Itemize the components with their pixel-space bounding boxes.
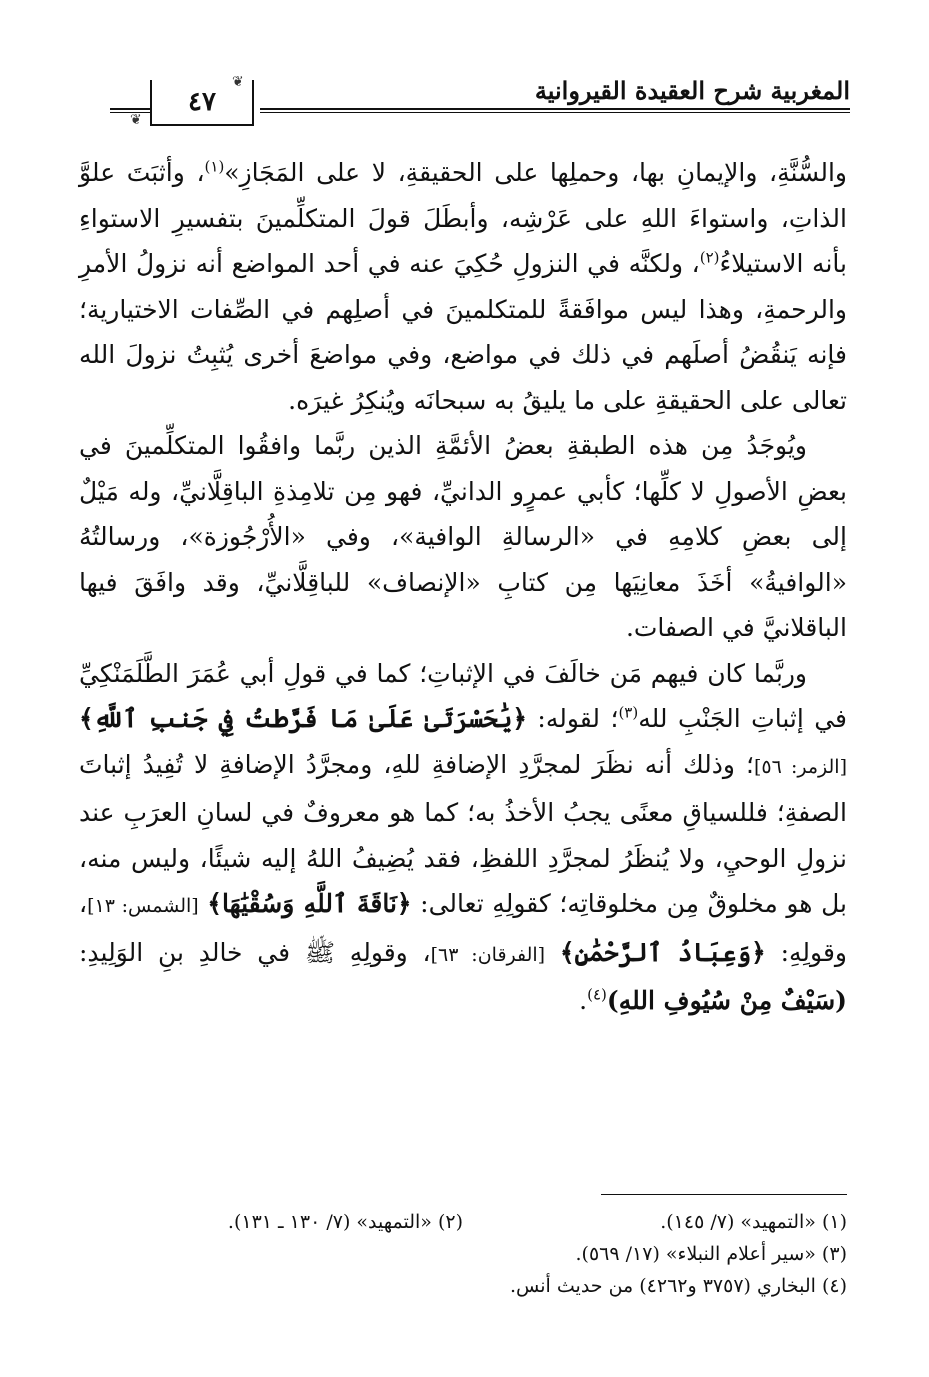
footnote-separator: [601, 1194, 847, 1195]
page-header: [110, 72, 850, 132]
header-rule-stub: [110, 108, 150, 110]
header-rule-thin: [260, 112, 850, 113]
hadith-quote: (سَيْفٌ مِنْ سُيُوفِ اللهِ): [606, 986, 847, 1015]
footnote-marker[interactable]: (٤): [587, 985, 607, 1004]
quran-reference: [الفرقان: ٦٣]: [430, 943, 546, 966]
flourish-ornament-icon: ❦: [130, 112, 142, 128]
paragraph-3: وربَّما كان فيهم مَن خالَفَ في الإثباتِ؛ كما في قولِ أبي عُمَرَ الطَّلَمَنْكِيِّ في إثباتِ الجَنْبِ لله$^{(٣)}$؛ لقوله: ﴿يَٰحَسْرَتَىٰ عَلَىٰ مَا فَرَّطتُ فِي جَنبِ ٱللَّهِ﴾ [الزمر: ٥٦]؛ وذلك أنه نظَرَ لمجرَّدِ الإضافةِ للهِ، ومجرَّدُ الإضافةِ لا تُفِيدُ إثباتَ الصفةِ؛ فللسياقِ معنًى يجبُ الأخذُ به؛ كما هو معروفٌ في لسانِ العرَبِ عند نزولِ الوحيِ، ولا يُنظَرُ لمجرَّدِ اللفظِ، فقد يُضِيفُ اللهُ إليه شيئًا، وليس منه، بل هو مخلوقٌ مِن مخلوقاتِه؛ كقولِهِ تعالى: ﴿نَاقَةَ ٱللَّهِ وَسُقْيَٰهَا﴾ [الشمس: ١٣]، وقولِهِ: ﴿وَعِبَادُ ٱلرَّحْمَٰنِ﴾ [الفرقان: ٦٣]، وقولِهِ ﷺ في خالدِ بنِ الوَلِيدِ: (سَيْفٌ مِنْ سُيُوفِ اللهِ)$^{(٤)}$.: [79, 658, 847, 1015]
footnote-2: (٢) «التمهيد» (٧/ ١٣٠ ـ ١٣١).: [227, 1211, 463, 1233]
footnote-1: (١) «التمهيد» (٧/ ١٤٥).: [660, 1211, 847, 1233]
quran-quote: ﴿وَعِبَادُ ٱلرَّحْمَٰنِ﴾: [559, 937, 766, 967]
page-number: ٤٧: [150, 80, 254, 126]
quran-quote: ﴿نَاقَةَ ٱللَّهِ وَسُقْيَٰهَا﴾: [207, 889, 412, 918]
quran-reference: [الشمس: ١٣]: [87, 895, 199, 917]
quran-quote: ﴿يَٰحَسْرَتَىٰ عَلَىٰ مَا فَرَّطتُ فِي جَنبِ ٱللَّهِ﴾: [79, 704, 527, 733]
paragraph-2: ويُوجَدُ مِن هذه الطبقةِ بعضُ الأئمَّةِ الذين ربَّما وافقُوا المتكلِّمينَ في بعضِ الأصولِ لا كلِّها؛ كأبي عمرٍو الدانيِّ، فهو مِن تلامِذةِ الباقِلَّانيِّ، وله مَيْلٌ إلى بعضِ كلامِهِ في «الرسالةِ الوافية»، وفي «الأُرْجُوزة»، ورسالتُهُ «الوافيةُ» أخَذَ معانِيَها مِن كتابِ «الإنصاف» للباقِلَّانيِّ، وقد وافَقَ فيها الباقلانيَّ في الصفات.: [79, 431, 847, 642]
footnotes: [79, 1206, 847, 1302]
header-rule: [260, 108, 850, 110]
main-text: [79, 150, 847, 1024]
footnote-4: (٤) البخاري (٣٧٥٧ و٤٢٦٢) من حديث أنس.: [510, 1275, 847, 1297]
quran-reference: [الزمر: ٥٦]: [753, 755, 847, 778]
footnote-marker[interactable]: (٣): [618, 703, 639, 722]
running-title: المغربية شرح العقيدة القيروانية: [534, 76, 850, 105]
footnote-marker[interactable]: (١): [204, 157, 225, 176]
flourish-ornament-icon: ❦: [232, 74, 244, 90]
footnote-3: (٣) «سير أعلام النبلاء» (١٧/ ٥٦٩).: [575, 1243, 847, 1265]
footnote-row: [79, 1206, 847, 1238]
paragraph-1: والسُّنَّةِ، والإيمانِ بها، وحملِها على الحقيقةِ، لا على المَجَازِ»$^{(١)}$، وأثبَتَ علوَّ الذاتِ، واستواءَ اللهِ على عَرْشِه، وأبطَلَ قولَ المتكلِّمينَ بتفسيرِ الاستواءِ بأنه الاستيلاءُ$^{(٢)}$، ولكنَّه في النزولِ حُكِيَ عنه في أحد المواضع أنه نزولُ الأمرِ والرحمةِ، وهذا ليس موافَقةً للمتكلمينَ في أصلِهم في الصِّفات الاختيارية؛ فإنه يَنقُضُ أصلَهم في ذلك في مواضع، وفي مواضعَ أخرى يُثبِتُ نزولَ الله تعالى على الحقيقةِ على ما يليقُ به سبحانَه ويُنكِرُ غيرَه.: [79, 157, 847, 415]
footnote-marker[interactable]: (٢): [699, 248, 720, 267]
